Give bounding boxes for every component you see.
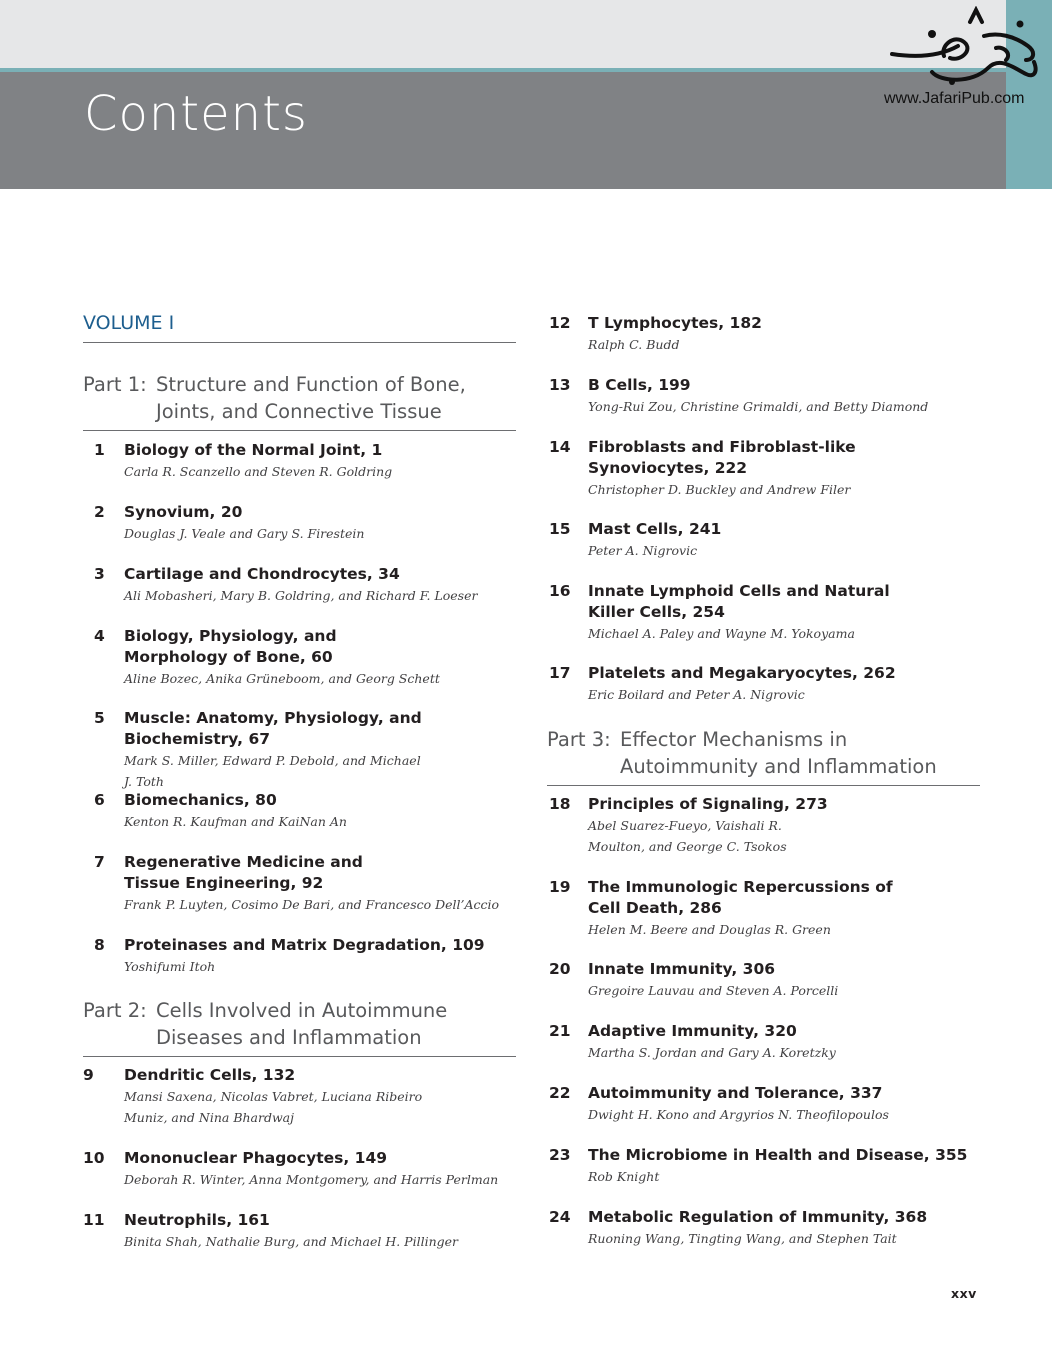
chapter-title[interactable]: Muscle: Anatomy, Physiology, and Biochemistry, 67 (124, 709, 422, 748)
chapter-number: 8 (94, 936, 105, 954)
chapter-title[interactable]: Platelets and Megakaryocytes, 262 (588, 664, 896, 682)
chapter-authors: Eric Boilard and Peter A. Nigrovic (588, 687, 805, 702)
chapter-authors: Kenton R. Kaufman and KaiNan An (124, 814, 347, 829)
toc-entry[interactable] (547, 794, 980, 857)
toc-entry[interactable] (547, 437, 980, 500)
toc-entry[interactable] (547, 1021, 980, 1063)
toc-entry[interactable] (83, 1148, 516, 1190)
volume-title: VOLUME I (83, 312, 175, 334)
chapter-number: 24 (549, 1208, 571, 1226)
chapter-title[interactable]: Adaptive Immunity, 320 (588, 1022, 797, 1040)
chapter-authors: Christopher D. Buckley and Andrew Filer (588, 482, 851, 497)
chapter-number: 13 (549, 376, 571, 394)
part-heading (83, 997, 516, 1051)
chapter-number: 7 (94, 853, 105, 871)
part-label: Part 1: (83, 373, 147, 396)
chapter-title[interactable]: Synovium, 20 (124, 503, 243, 521)
part-heading (547, 726, 980, 780)
page-number: xxv (951, 1286, 977, 1301)
toc-entry[interactable] (547, 959, 980, 1001)
chapter-number: 16 (549, 582, 571, 600)
part-rule (547, 785, 980, 786)
toc-entry[interactable] (547, 375, 980, 417)
toc-entry[interactable] (83, 852, 516, 915)
chapter-title[interactable]: The Immunologic Repercussions of Cell Death, 286 (588, 878, 893, 917)
toc-entry[interactable] (547, 877, 980, 940)
chapter-authors: Helen M. Beere and Douglas R. Green (588, 922, 831, 937)
chapter-authors: Deborah R. Winter, Anna Montgomery, and Harris Perlman (124, 1172, 499, 1187)
chapter-number: 2 (94, 503, 105, 521)
chapter-title[interactable]: Dendritic Cells, 132 (124, 1066, 296, 1084)
chapter-number: 10 (83, 1149, 105, 1167)
toc-entry[interactable] (83, 1065, 516, 1128)
chapter-number: 17 (549, 664, 571, 682)
chapter-number: 20 (549, 960, 571, 978)
toc-entry[interactable] (83, 935, 516, 977)
part-label: Part 2: (83, 999, 147, 1022)
chapter-number: 12 (549, 314, 571, 332)
chapter-authors: Michael A. Paley and Wayne M. Yokoyama (588, 626, 855, 641)
publisher-url[interactable]: www.JafariPub.com (884, 90, 1025, 107)
toc-entry[interactable] (547, 1207, 980, 1249)
chapter-number: 14 (549, 438, 571, 456)
chapter-title[interactable]: Proteinases and Matrix Degradation, 109 (124, 936, 485, 954)
part-title: Effector Mechanisms in Autoimmunity and Inflammation (620, 728, 937, 778)
chapter-title[interactable]: Autoimmunity and Tolerance, 337 (588, 1084, 883, 1102)
chapter-number: 6 (94, 791, 105, 809)
publisher-logo[interactable] (884, 6, 1044, 110)
chapter-number: 23 (549, 1146, 571, 1164)
chapter-authors: Ruoning Wang, Tingting Wang, and Stephen Tait (588, 1231, 897, 1246)
part-label: Part 3: (547, 728, 611, 751)
chapter-title[interactable]: B Cells, 199 (588, 376, 691, 394)
chapter-authors: Yoshifumi Itoh (124, 959, 216, 974)
toc-entry[interactable] (83, 564, 516, 606)
chapter-authors: Rob Knight (588, 1169, 660, 1184)
part-title: Cells Involved in Autoimmune Diseases and Inflammation (156, 999, 448, 1049)
chapter-authors: Binita Shah, Nathalie Burg, and Michael H. Pillinger (124, 1234, 459, 1249)
toc-entry[interactable] (83, 626, 516, 689)
chapter-title[interactable]: Biology of the Normal Joint, 1 (124, 441, 383, 459)
chapter-title[interactable]: Biology, Physiology, and Morphology of Bone, 60 (124, 627, 337, 666)
chapter-number: 21 (549, 1022, 571, 1040)
toc-entry[interactable] (83, 790, 516, 832)
toc-entry[interactable] (547, 1145, 980, 1187)
chapter-authors: Frank P. Luyten, Cosimo De Bari, and Francesco Dell’Accio (124, 897, 500, 912)
toc-entry[interactable] (547, 581, 980, 644)
part-heading (83, 371, 516, 425)
chapter-authors: Peter A. Nigrovic (588, 543, 698, 558)
chapter-authors: Yong-Rui Zou, Christine Grimaldi, and Betty Diamond (588, 399, 929, 414)
chapter-authors: Ralph C. Budd (588, 337, 680, 352)
chapter-authors: Aline Bozec, Anika Grüneboom, and Georg Schett (124, 671, 440, 686)
toc-entry[interactable] (547, 1083, 980, 1125)
chapter-title[interactable]: The Microbiome in Health and Disease, 355 (588, 1146, 968, 1164)
chapter-title[interactable]: Innate Lymphoid Cells and Natural Killer Cells, 254 (588, 582, 890, 621)
chapter-number: 4 (94, 627, 105, 645)
chapter-authors: Mark S. Miller, Edward P. Debold, and Michael J. Toth (124, 753, 421, 789)
toc-entry[interactable] (547, 313, 980, 355)
chapter-number: 3 (94, 565, 105, 583)
chapter-number: 1 (94, 441, 105, 459)
toc-entry[interactable] (83, 502, 516, 544)
chapter-authors: Carla R. Scanzello and Steven R. Goldring (124, 464, 393, 479)
chapter-authors: Dwight H. Kono and Argyrios N. Theofilopoulos (588, 1107, 889, 1122)
chapter-authors: Mansi Saxena, Nicolas Vabret, Luciana Ribeiro Muniz, and Nina Bhardwaj (124, 1089, 423, 1125)
chapter-number: 15 (549, 520, 571, 538)
chapter-number: 22 (549, 1084, 571, 1102)
chapter-number: 9 (83, 1066, 94, 1084)
chapter-number: 5 (94, 709, 105, 727)
chapter-title[interactable]: Mononuclear Phagocytes, 149 (124, 1149, 388, 1167)
chapter-title[interactable]: Regenerative Medicine and Tissue Engineering, 92 (124, 853, 363, 892)
calligraphy-logo-icon (888, 6, 1044, 88)
chapter-authors: Gregoire Lauvau and Steven A. Porcelli (588, 983, 839, 998)
chapter-authors: Martha S. Jordan and Gary A. Koretzky (588, 1045, 836, 1060)
toc-entry[interactable] (83, 708, 516, 792)
chapter-number: 18 (549, 795, 571, 813)
part-title: Structure and Function of Bone, Joints, and Connective Tissue (156, 373, 466, 423)
volume-rule (83, 342, 516, 343)
chapter-authors: Abel Suarez-Fueyo, Vaishali R. Moulton, and George C. Tsokos (588, 818, 787, 854)
toc-entry[interactable] (547, 519, 980, 561)
chapter-title[interactable]: Neutrophils, 161 (124, 1211, 270, 1229)
toc-entry[interactable] (83, 1210, 516, 1252)
part-rule (83, 430, 516, 431)
chapter-title[interactable]: Metabolic Regulation of Immunity, 368 (588, 1208, 928, 1226)
chapter-title[interactable]: Principles of Signaling, 273 (588, 795, 828, 813)
chapter-title[interactable]: T Lymphocytes, 182 (588, 314, 762, 332)
page-title: Contents (84, 86, 308, 142)
chapter-title[interactable]: Fibroblasts and Fibroblast-like Synoviocytes, 222 (588, 438, 856, 477)
chapter-title[interactable]: Mast Cells, 241 (588, 520, 722, 538)
chapter-title[interactable]: Biomechanics, 80 (124, 791, 277, 809)
toc-entry[interactable] (547, 663, 980, 705)
chapter-authors: Douglas J. Veale and Gary S. Firestein (124, 526, 365, 541)
chapter-number: 11 (83, 1211, 105, 1229)
toc-entry[interactable] (83, 440, 516, 482)
chapter-title[interactable]: Innate Immunity, 306 (588, 960, 776, 978)
part-rule (83, 1056, 516, 1057)
chapter-title[interactable]: Cartilage and Chondrocytes, 34 (124, 565, 400, 583)
chapter-authors: Ali Mobasheri, Mary B. Goldring, and Richard F. Loeser (124, 588, 478, 603)
chapter-number: 19 (549, 878, 571, 896)
